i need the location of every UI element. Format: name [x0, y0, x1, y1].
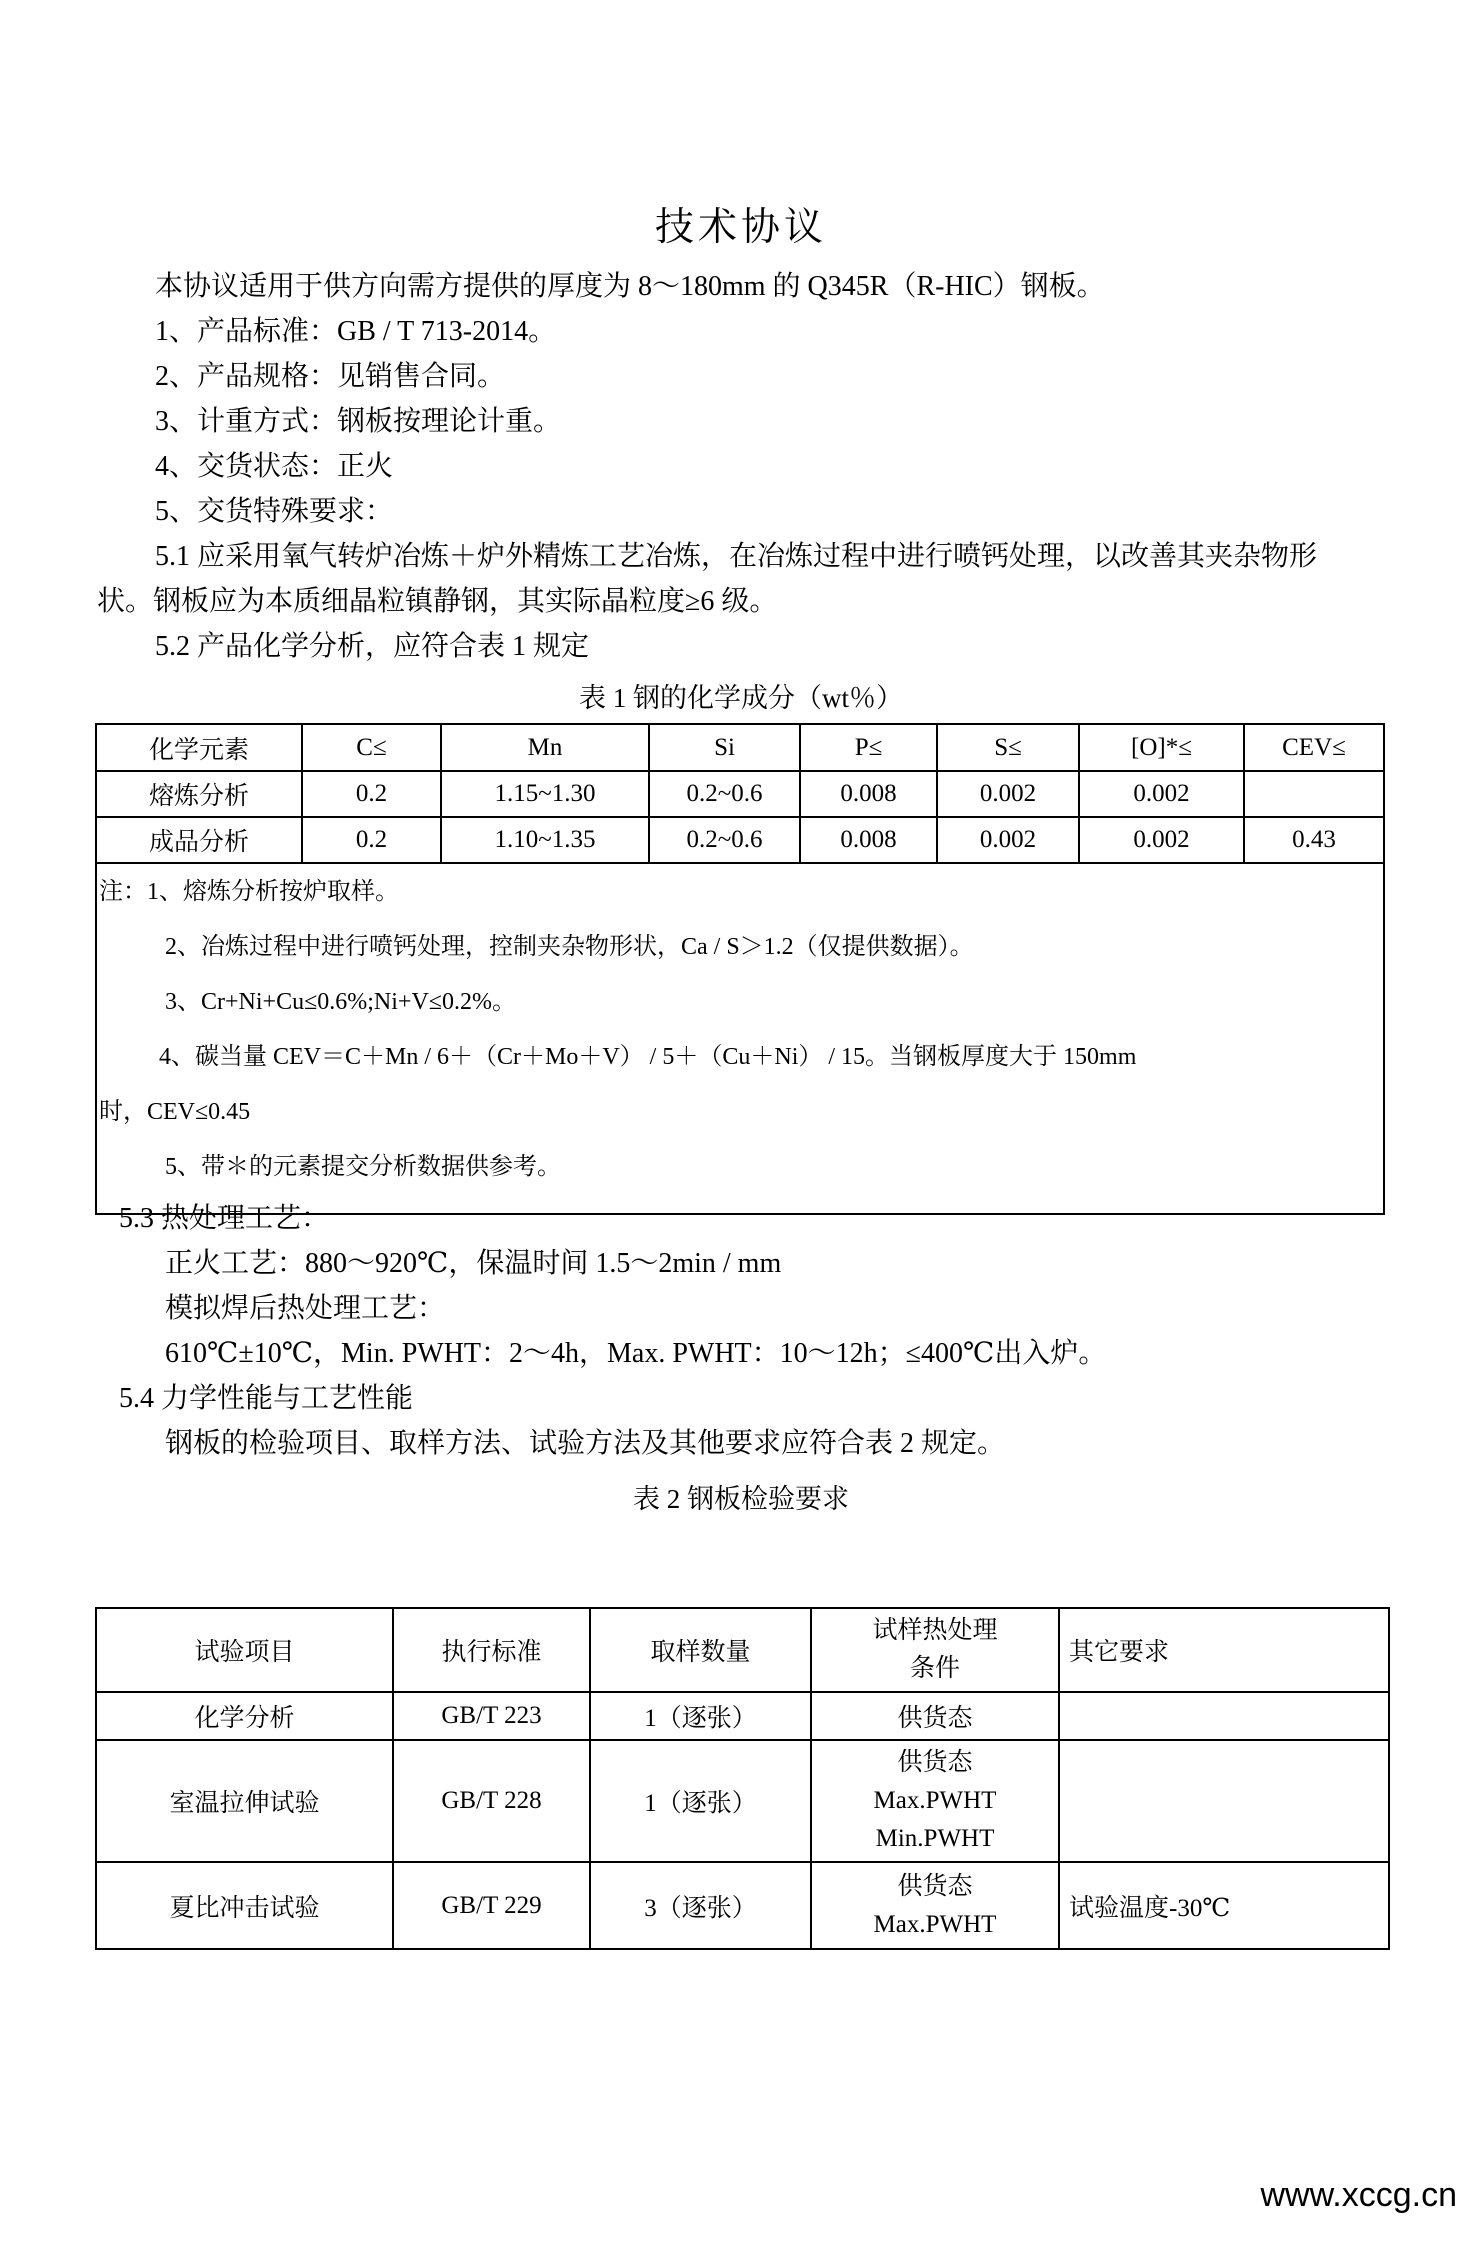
column-header: 其它要求 — [1059, 1608, 1389, 1692]
table-cell: 0.008 — [800, 817, 937, 863]
table-row — [96, 771, 1384, 817]
table-cell — [1059, 1740, 1389, 1862]
column-header: [O]*≤ — [1079, 724, 1244, 771]
table-cell-line: 供货态 — [897, 1749, 973, 1776]
column-header-line: 条件 — [909, 1655, 960, 1682]
column-header: CEV≤ — [1244, 724, 1384, 771]
clause-5-1-line2: 状。钢板应为本质细晶粒镇静钢，其实际晶粒度≥6 级。 — [97, 586, 778, 617]
table-row — [96, 1862, 1389, 1949]
column-header: 化学元素 — [96, 724, 302, 771]
table-row — [96, 1692, 1389, 1740]
clause-5-3-line1: 正火工艺：880～920℃，保温时间 1.5～2min / mm — [165, 1248, 782, 1279]
table-cell: 0.43 — [1244, 817, 1384, 863]
table-row — [96, 817, 1384, 863]
column-header: 取样数量 — [590, 1608, 811, 1692]
column-header — [811, 1608, 1059, 1692]
list-item-1: 1、产品标准：GB / T 713-2014。 — [155, 316, 557, 347]
clause-5-3-line2: 模拟焊后热处理工艺： — [165, 1293, 446, 1324]
table-cell: 熔炼分析 — [96, 771, 302, 817]
table-cell — [811, 1740, 1059, 1862]
column-header: Mn — [441, 724, 649, 771]
page-title: 技术协议 — [654, 206, 827, 249]
table-cell: 1（逐张） — [590, 1692, 811, 1740]
section-5-3-5-4 — [119, 1196, 1439, 1466]
table-cell: 化学分析 — [96, 1692, 393, 1740]
table1-chemical-composition — [95, 723, 1385, 1215]
table-cell-line: Min.PWHT — [875, 1825, 995, 1852]
note-line: 5、带＊的元素提交分析数据供参考。 — [165, 1154, 561, 1180]
column-header: C≤ — [302, 724, 441, 771]
table-cell: 成品分析 — [96, 817, 302, 863]
table-cell: 试验温度-30℃ — [1059, 1862, 1389, 1949]
table-cell-line: Max.PWHT — [873, 1787, 997, 1814]
column-header: 执行标准 — [393, 1608, 590, 1692]
table-cell: 0.008 — [800, 771, 937, 817]
table-cell: GB/T 228 — [393, 1740, 590, 1862]
list-item-5: 5、交货特殊要求： — [155, 496, 394, 527]
column-header: P≤ — [800, 724, 937, 771]
list-item-2: 2、产品规格：见销售合同。 — [155, 361, 506, 392]
column-header: 试验项目 — [96, 1608, 393, 1692]
table2-inspection-requirements — [95, 1607, 1390, 1950]
table1-notes — [96, 863, 1384, 1214]
table-cell-line: 供货态 — [897, 1872, 973, 1900]
note-line: 2、冶炼过程中进行喷钙处理，控制夹杂物形状，Ca / S＞1.2（仅提供数据）。 — [165, 934, 974, 960]
table-cell: GB/T 229 — [393, 1862, 590, 1949]
clause-5-4-heading: 5.4 力学性能与工艺性能 — [119, 1383, 414, 1414]
table2-caption: 表 2 钢板检验要求 — [633, 1484, 849, 1514]
table-cell: 0.002 — [937, 771, 1079, 817]
table-cell: 夏比冲击试验 — [96, 1862, 393, 1949]
clause-5-1-line1: 5.1 应采用氧气转炉冶炼＋炉外精炼工艺冶炼，在冶炼过程中进行喷钙处理，以改善其夹杂物形 — [155, 541, 1318, 572]
table-cell — [1244, 771, 1384, 817]
table-cell: 0.002 — [1079, 817, 1244, 863]
column-header-line: 试样热处理 — [872, 1617, 998, 1644]
footer-watermark: www.xccg.cn — [1260, 2176, 1457, 2214]
clause-5-2: 5.2 产品化学分析，应符合表 1 规定 — [155, 631, 590, 662]
table2-header-row — [96, 1608, 1389, 1692]
table-cell: 0.2~0.6 — [649, 771, 800, 817]
table-row — [96, 1740, 1389, 1862]
table-cell-line: Max.PWHT — [873, 1910, 997, 1938]
table1-caption: 表 1 钢的化学成分（wt％） — [579, 683, 903, 713]
table-cell: 0.002 — [1079, 771, 1244, 817]
list-item-4: 4、交货状态：正火 — [155, 451, 394, 482]
column-header: Si — [649, 724, 800, 771]
table-cell — [811, 1862, 1059, 1949]
table-cell: 1（逐张） — [590, 1740, 811, 1862]
note-line: 4、碳当量 CEV＝C＋Mn / 6＋（Cr＋Mo＋V） / 5＋（Cu＋Ni） / 15。当钢板厚度大于 150mm — [159, 1044, 1137, 1070]
table-cell: 0.2~0.6 — [649, 817, 800, 863]
list-item-3: 3、计重方式：钢板按理论计重。 — [155, 406, 562, 437]
table-cell — [1059, 1692, 1389, 1740]
table-cell: 供货态 — [811, 1692, 1059, 1740]
table-cell: 3（逐张） — [590, 1862, 811, 1949]
intro-section — [97, 264, 1397, 669]
column-header: S≤ — [937, 724, 1079, 771]
intro-paragraph: 本协议适用于供方向需方提供的厚度为 8～180mm 的 Q345R（R-HIC）钢板。 — [155, 271, 1105, 302]
table-cell: 1.10~1.35 — [441, 817, 649, 863]
clause-5-3-heading: 5.3 热处理工艺： — [119, 1203, 330, 1234]
table-cell: 0.2 — [302, 771, 441, 817]
note-line: 时，CEV≤0.45 — [99, 1099, 251, 1125]
table-cell: 1.15~1.30 — [441, 771, 649, 817]
table-cell: 0.002 — [937, 817, 1079, 863]
note-line: 3、Cr+Ni+Cu≤0.6%;Ni+V≤0.2%。 — [165, 989, 516, 1015]
note-line: 注：1、熔炼分析按炉取样。 — [99, 879, 399, 905]
clause-5-4-line1: 钢板的检验项目、取样方法、试验方法及其他要求应符合表 2 规定。 — [165, 1428, 1006, 1459]
table1-notes-row — [96, 863, 1384, 1214]
table-cell: 室温拉伸试验 — [96, 1740, 393, 1862]
table-cell: 0.2 — [302, 817, 441, 863]
table-cell: GB/T 223 — [393, 1692, 590, 1740]
table1-header-row — [96, 724, 1384, 771]
clause-5-3-line3: 610℃±10℃，Min. PWHT：2～4h，Max. PWHT：10～12h；≤400℃出入炉。 — [165, 1338, 1107, 1369]
